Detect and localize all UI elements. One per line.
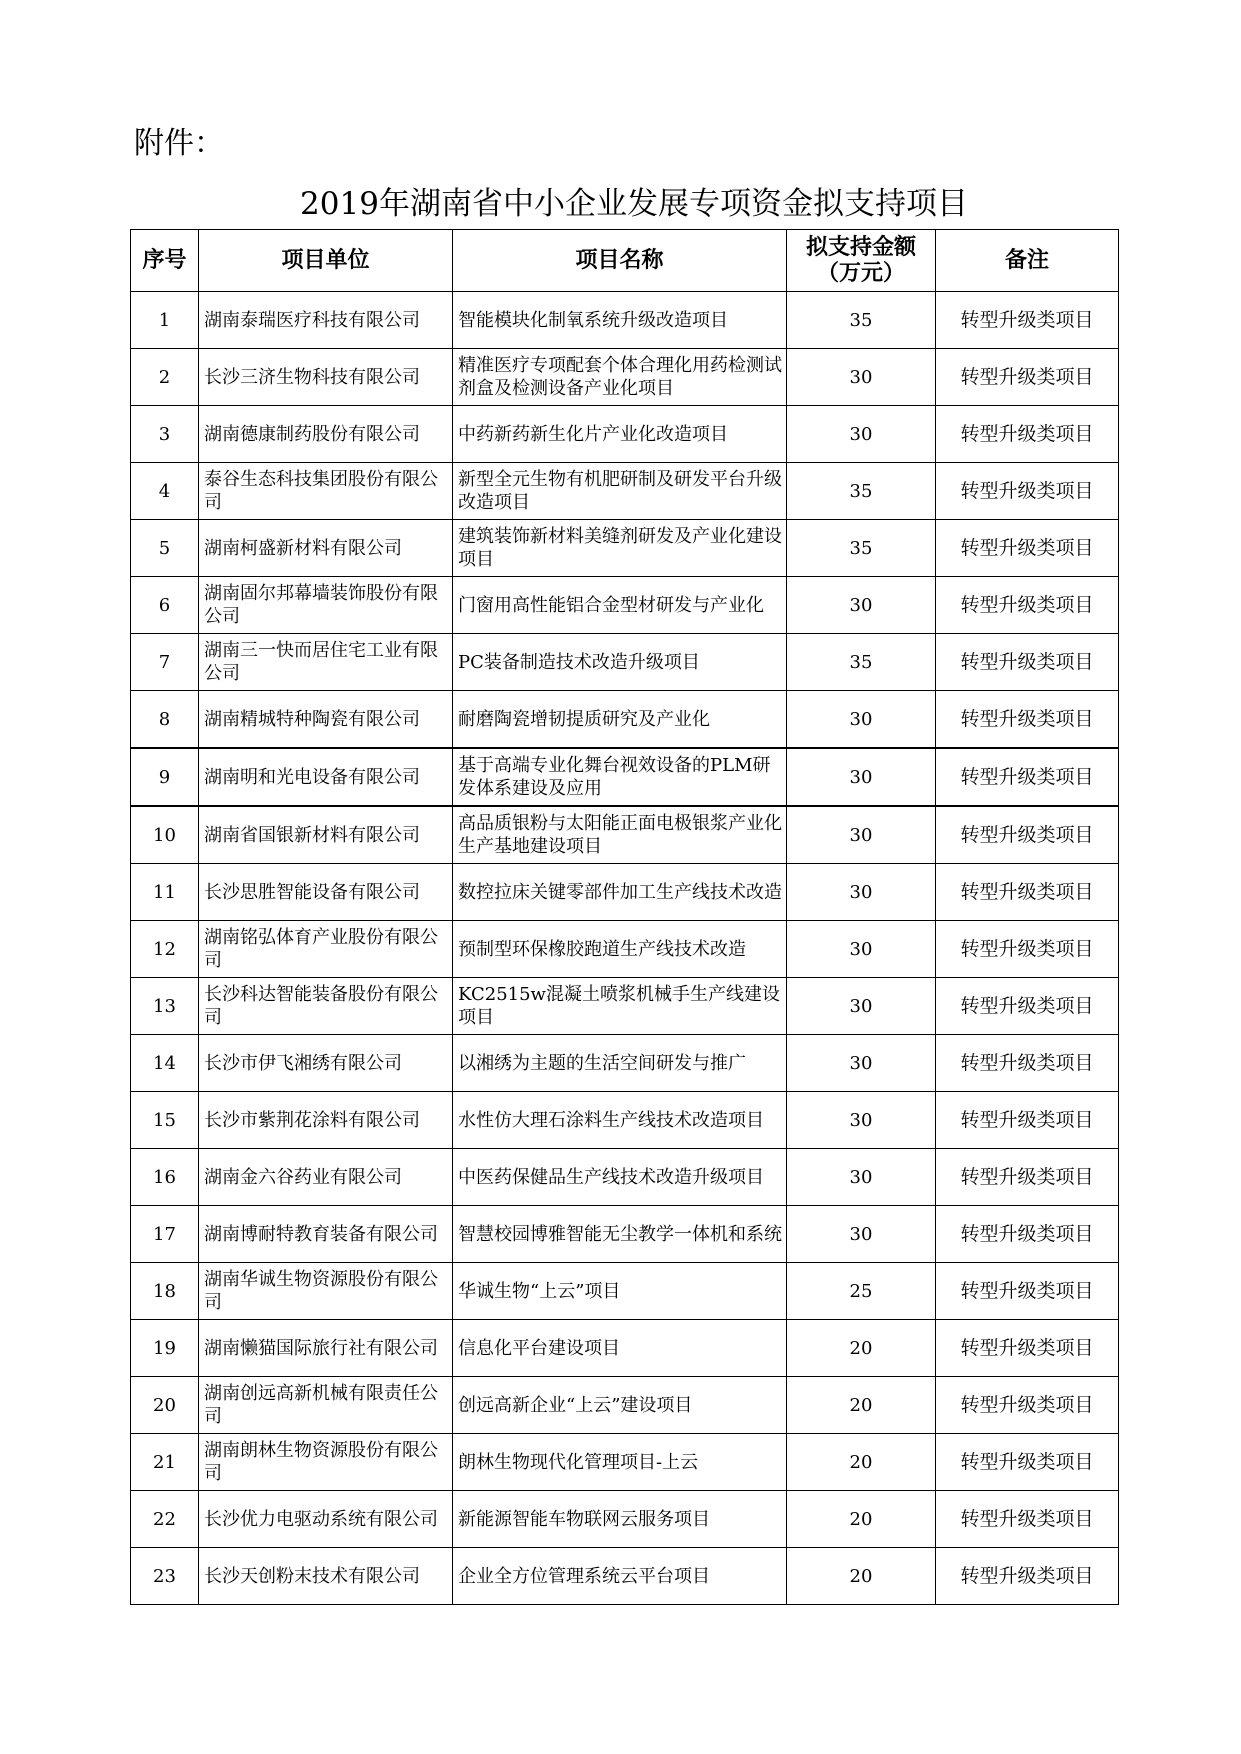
row-project: 精准医疗专项配套个体合理化用药检测试剂盒及检测设备产业化项目	[453, 349, 787, 406]
row-company: 湖南明和光电设备有限公司	[199, 748, 453, 806]
table-row	[131, 520, 1119, 577]
row-project: 智能模块化制氧系统升级改造项目	[453, 292, 787, 349]
row-note: 转型升级类项目	[936, 406, 1119, 463]
row-project: 预制型环保橡胶跑道生产线技术改造	[453, 921, 787, 978]
row-project: 朗林生物现代化管理项目-上云	[453, 1434, 787, 1491]
row-note: 转型升级类项目	[936, 1149, 1119, 1206]
table-row	[131, 1377, 1119, 1434]
table-row	[131, 1491, 1119, 1548]
row-project: 创远高新企业“上云”建设项目	[453, 1377, 787, 1434]
row-note: 转型升级类项目	[936, 921, 1119, 978]
row-note: 转型升级类项目	[936, 691, 1119, 749]
row-note: 转型升级类项目	[936, 1377, 1119, 1434]
header-project: 项目名称	[453, 230, 787, 292]
row-company: 湖南固尔邦幕墙装饰股份有限公司	[199, 577, 453, 634]
header-note: 备注	[936, 230, 1119, 292]
table-row	[131, 1320, 1119, 1377]
row-company: 湖南创远高新机械有限责任公司	[199, 1377, 453, 1434]
table-row	[131, 349, 1119, 406]
row-project: 智慧校园博雅智能无尘教学一体机和系统	[453, 1206, 787, 1263]
table-row	[131, 1263, 1119, 1320]
row-project: 信息化平台建设项目	[453, 1320, 787, 1377]
row-note: 转型升级类项目	[936, 463, 1119, 520]
row-index: 21	[131, 1434, 199, 1491]
row-company: 长沙三济生物科技有限公司	[199, 349, 453, 406]
row-project: 新型全元生物有机肥研制及研发平台升级改造项目	[453, 463, 787, 520]
row-amount: 20	[787, 1491, 936, 1548]
row-index: 2	[131, 349, 199, 406]
row-index: 14	[131, 1035, 199, 1092]
row-index: 5	[131, 520, 199, 577]
row-amount: 30	[787, 1092, 936, 1149]
row-index: 7	[131, 634, 199, 691]
row-index: 20	[131, 1377, 199, 1434]
row-amount: 30	[787, 748, 936, 806]
table-row	[131, 748, 1119, 806]
table-row	[131, 1035, 1119, 1092]
table-row	[131, 806, 1119, 864]
row-project: 基于高端专业化舞台视效设备的PLM研发体系建设及应用	[453, 748, 787, 806]
row-note: 转型升级类项目	[936, 1320, 1119, 1377]
row-project: 企业全方位管理系统云平台项目	[453, 1548, 787, 1605]
header-amount: 拟支持金额（万元）	[787, 230, 936, 292]
row-project: 中药新药新生化片产业化改造项目	[453, 406, 787, 463]
table-row	[131, 1149, 1119, 1206]
row-note: 转型升级类项目	[936, 292, 1119, 349]
table-row	[131, 691, 1119, 749]
row-index: 11	[131, 864, 199, 921]
row-note: 转型升级类项目	[936, 1035, 1119, 1092]
table-row	[131, 1092, 1119, 1149]
row-index: 12	[131, 921, 199, 978]
row-company: 湖南懒猫国际旅行社有限公司	[199, 1320, 453, 1377]
table-row	[131, 921, 1119, 978]
project-table	[130, 229, 1119, 1605]
row-company: 湖南金六谷药业有限公司	[199, 1149, 453, 1206]
row-note: 转型升级类项目	[936, 349, 1119, 406]
row-amount: 30	[787, 577, 936, 634]
row-project: 以湘绣为主题的生活空间研发与推广	[453, 1035, 787, 1092]
row-index: 19	[131, 1320, 199, 1377]
row-company: 湖南铭弘体育产业股份有限公司	[199, 921, 453, 978]
header-index: 序号	[131, 230, 199, 292]
row-project: 华诚生物“上云”项目	[453, 1263, 787, 1320]
row-company: 湖南泰瑞医疗科技有限公司	[199, 292, 453, 349]
row-company: 湖南柯盛新材料有限公司	[199, 520, 453, 577]
row-amount: 20	[787, 1377, 936, 1434]
row-index: 9	[131, 748, 199, 806]
table-row	[131, 634, 1119, 691]
row-note: 转型升级类项目	[936, 1491, 1119, 1548]
row-project: 建筑装饰新材料美缝剂研发及产业化建设项目	[453, 520, 787, 577]
row-company: 长沙优力电驱动系统有限公司	[199, 1491, 453, 1548]
row-company: 湖南德康制药股份有限公司	[199, 406, 453, 463]
row-note: 转型升级类项目	[936, 520, 1119, 577]
row-amount: 20	[787, 1434, 936, 1491]
row-company: 长沙科达智能装备股份有限公司	[199, 978, 453, 1035]
table-row	[131, 292, 1119, 349]
table-row	[131, 406, 1119, 463]
row-amount: 25	[787, 1263, 936, 1320]
row-amount: 30	[787, 1035, 936, 1092]
row-project: PC装备制造技术改造升级项目	[453, 634, 787, 691]
row-project: 高品质银粉与太阳能正面电极银浆产业化生产基地建设项目	[453, 806, 787, 864]
row-note: 转型升级类项目	[936, 1434, 1119, 1491]
row-index: 23	[131, 1548, 199, 1605]
header-company: 项目单位	[199, 230, 453, 292]
document-title: 2019年湖南省中小企业发展专项资金拟支持项目	[300, 186, 968, 222]
row-index: 8	[131, 691, 199, 749]
row-company: 长沙思胜智能设备有限公司	[199, 864, 453, 921]
row-company: 长沙市伊飞湘绣有限公司	[199, 1035, 453, 1092]
row-amount: 35	[787, 292, 936, 349]
row-note: 转型升级类项目	[936, 634, 1119, 691]
table-row	[131, 463, 1119, 520]
row-note: 转型升级类项目	[936, 1092, 1119, 1149]
row-company: 长沙天创粉末技术有限公司	[199, 1548, 453, 1605]
row-amount: 30	[787, 921, 936, 978]
row-company: 湖南博耐特教育装备有限公司	[199, 1206, 453, 1263]
table-row	[131, 1206, 1119, 1263]
row-note: 转型升级类项目	[936, 864, 1119, 921]
row-index: 17	[131, 1206, 199, 1263]
row-index: 3	[131, 406, 199, 463]
row-index: 22	[131, 1491, 199, 1548]
table-header-row	[131, 230, 1119, 292]
row-company: 湖南三一快而居住宅工业有限公司	[199, 634, 453, 691]
table-body	[131, 292, 1119, 1605]
table-row	[131, 1548, 1119, 1605]
row-company: 泰谷生态科技集团股份有限公司	[199, 463, 453, 520]
row-index: 4	[131, 463, 199, 520]
row-amount: 30	[787, 349, 936, 406]
row-project: 水性仿大理石涂料生产线技术改造项目	[453, 1092, 787, 1149]
row-project: 新能源智能车物联网云服务项目	[453, 1491, 787, 1548]
row-company: 湖南省国银新材料有限公司	[199, 806, 453, 864]
table-row	[131, 864, 1119, 921]
row-amount: 20	[787, 1320, 936, 1377]
table-row	[131, 978, 1119, 1035]
row-note: 转型升级类项目	[936, 806, 1119, 864]
row-index: 10	[131, 806, 199, 864]
row-amount: 30	[787, 806, 936, 864]
row-index: 16	[131, 1149, 199, 1206]
row-company: 湖南朗林生物资源股份有限公司	[199, 1434, 453, 1491]
row-note: 转型升级类项目	[936, 1548, 1119, 1605]
attachment-label: 附件：	[134, 126, 224, 161]
row-amount: 35	[787, 634, 936, 691]
row-note: 转型升级类项目	[936, 577, 1119, 634]
row-index: 15	[131, 1092, 199, 1149]
row-amount: 35	[787, 463, 936, 520]
row-index: 1	[131, 292, 199, 349]
table-row	[131, 577, 1119, 634]
row-amount: 30	[787, 978, 936, 1035]
row-project: 耐磨陶瓷增韧提质研究及产业化	[453, 691, 787, 749]
row-note: 转型升级类项目	[936, 978, 1119, 1035]
row-amount: 30	[787, 864, 936, 921]
row-project: 数控拉床关键零部件加工生产线技术改造	[453, 864, 787, 921]
row-note: 转型升级类项目	[936, 748, 1119, 806]
row-amount: 30	[787, 691, 936, 749]
table-row	[131, 1434, 1119, 1491]
row-project: 中医药保健品生产线技术改造升级项目	[453, 1149, 787, 1206]
row-amount: 20	[787, 1548, 936, 1605]
row-index: 6	[131, 577, 199, 634]
row-amount: 30	[787, 1149, 936, 1206]
row-note: 转型升级类项目	[936, 1206, 1119, 1263]
row-index: 13	[131, 978, 199, 1035]
row-company: 湖南精城特种陶瓷有限公司	[199, 691, 453, 749]
row-amount: 30	[787, 1206, 936, 1263]
row-project: 门窗用高性能铝合金型材研发与产业化	[453, 577, 787, 634]
row-company: 湖南华诚生物资源股份有限公司	[199, 1263, 453, 1320]
row-note: 转型升级类项目	[936, 1263, 1119, 1320]
row-amount: 30	[787, 406, 936, 463]
row-company: 长沙市紫荆花涂料有限公司	[199, 1092, 453, 1149]
row-amount: 35	[787, 520, 936, 577]
row-project: KC2515w混凝土喷浆机械手生产线建设项目	[453, 978, 787, 1035]
row-index: 18	[131, 1263, 199, 1320]
